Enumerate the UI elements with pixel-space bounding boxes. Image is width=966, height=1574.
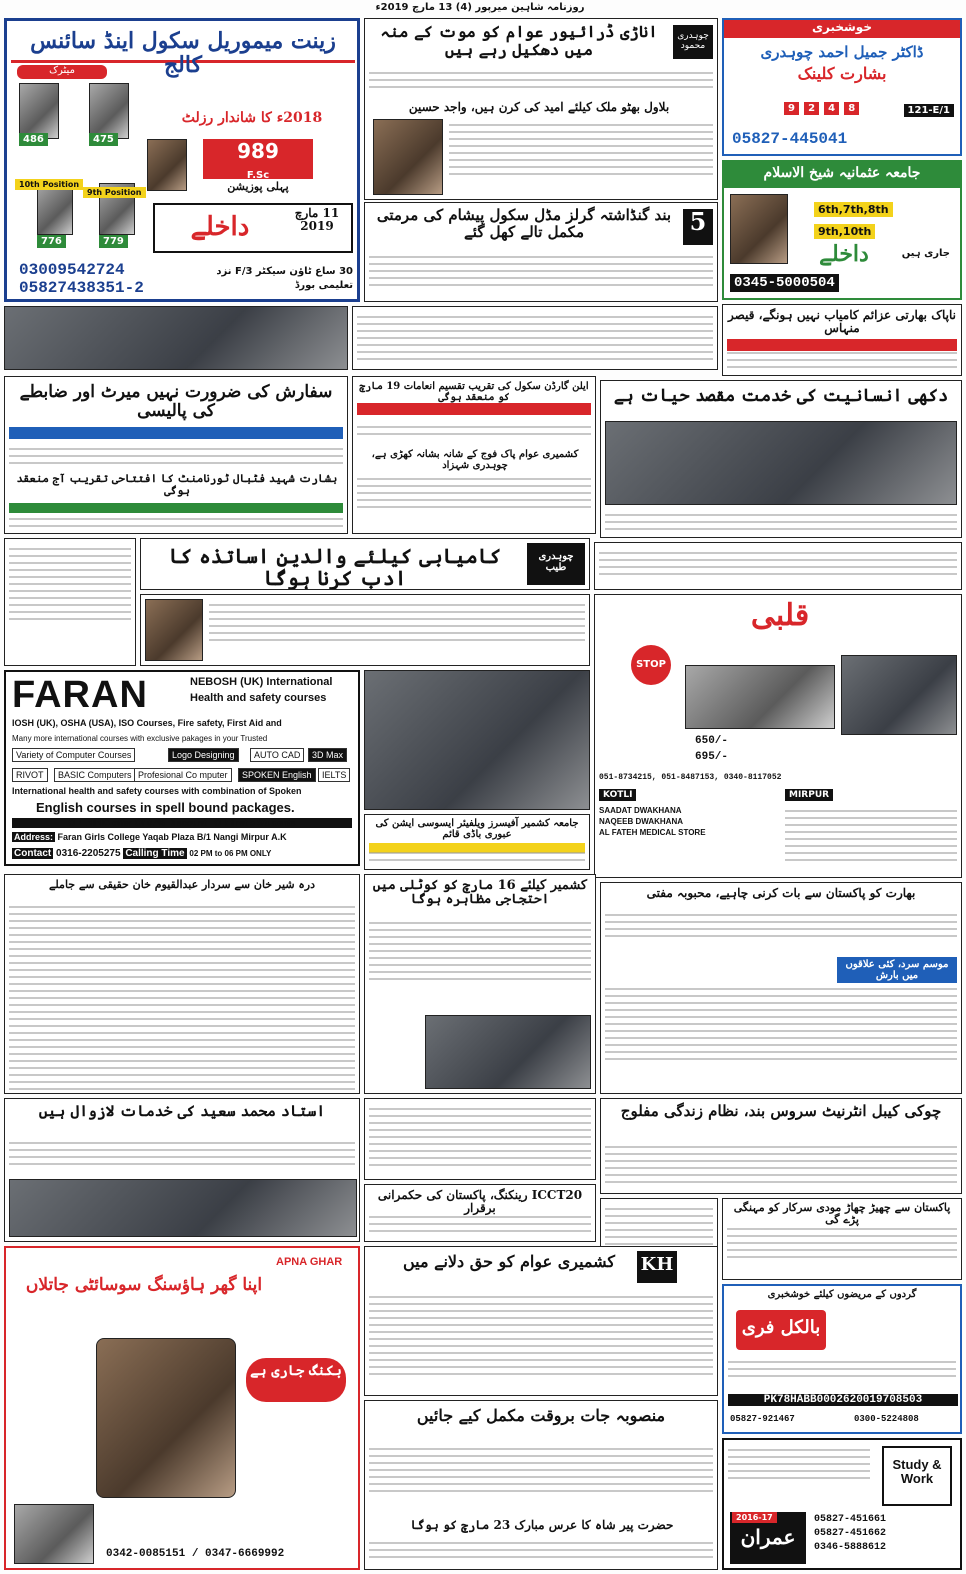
dhq-phone[interactable]: 05827-921467	[730, 1414, 795, 1424]
first-position: پہلی پوزیشن	[227, 180, 289, 193]
class-list: 6th,7th,8th	[814, 202, 893, 217]
meeting-photo	[425, 1015, 591, 1089]
result-subtitle: 2018ء کا شاندار رزلٹ	[181, 110, 323, 126]
course-chip: Logo Designing	[168, 748, 239, 762]
fsc-score	[203, 139, 313, 179]
event-photo	[9, 1179, 357, 1237]
price-tag: 695/-	[695, 751, 729, 763]
welfare-headline: دکھی انسانیت کی خدمت مقصد حیات ہے	[613, 386, 949, 406]
clinic-phone[interactable]: 05827-445041	[732, 130, 848, 148]
imran-ad[interactable]	[722, 1438, 962, 1570]
army-headline: کشمیری عوام پاک فوج کے شانہ بشانہ کھڑی ہے، چوہدری شہزاد	[371, 449, 579, 471]
admission-box	[153, 203, 353, 253]
faran-line5: International health and safety courses with combination of Spoken	[12, 786, 302, 796]
model-photo	[96, 1338, 236, 1498]
story-text	[9, 1137, 355, 1170]
faran-address: Faran Girls College Yaqab Plaza B/1 Nangi Mirpur A.K	[57, 832, 287, 842]
course-chip: Variety of Computer Courses	[12, 748, 135, 762]
apna-ghar-logo: APNA GHAR	[276, 1256, 343, 1268]
student-photo	[37, 183, 73, 235]
news-column	[364, 1098, 596, 1180]
faran-address-row	[12, 832, 287, 842]
merit-story[interactable]	[4, 376, 348, 534]
faran-line6: English courses in spell bound packages.	[36, 800, 295, 815]
hour-value: 8	[844, 102, 859, 115]
story-text	[9, 513, 343, 532]
story-text	[369, 917, 591, 985]
phone-number[interactable]: 05827438351-2	[19, 279, 144, 297]
madrasa-admission: داخلے	[819, 241, 869, 267]
qalbi-phone[interactable]: 051-8734215, 051-8487153, 0340-8117052	[599, 773, 782, 782]
tournament-headline: بشارت شہید فٹبال ٹورنامنٹ کا افتتاحی تقریب آج منعقد ہوگی	[16, 472, 338, 498]
madrasa-phone[interactable]: 0345-5000504	[730, 274, 839, 292]
course-chip: AUTO CAD	[250, 748, 304, 762]
main-headline-strip[interactable]	[140, 538, 590, 590]
faran-contact[interactable]: 0316-2205275	[56, 848, 121, 859]
score-badge: 779	[99, 235, 128, 248]
news-column	[352, 306, 718, 370]
highlight-bar	[9, 503, 343, 513]
story-text	[369, 251, 713, 291]
welfare-story[interactable]	[600, 380, 962, 538]
kashmir-headline: کشمیری عوام کو حق دلانے میں	[402, 1252, 616, 1271]
faran-calling: 02 PM to 06 PM ONLY	[189, 849, 272, 858]
meeting-photo	[364, 670, 590, 810]
party-join-headline: درہ شیر خان سے سردار عبدالقیوم خان حقیقی سے جاملے	[48, 878, 316, 891]
story-text	[369, 1443, 713, 1497]
imran-phone[interactable]: 05827-451662	[814, 1528, 887, 1539]
store-text	[785, 805, 957, 866]
dhq-title: بالکل فری	[736, 1310, 826, 1350]
modi-story[interactable]	[722, 1198, 962, 1280]
weather-headline: موسم سرد، کئی علاقوں میں بارش	[837, 957, 957, 983]
qalbi-ad[interactable]	[594, 594, 962, 878]
address-label: Address:	[14, 832, 54, 842]
story-text	[357, 311, 713, 365]
side-story	[594, 542, 962, 590]
kh-badge: KH	[637, 1251, 677, 1283]
imran-name: عمران	[730, 1512, 806, 1564]
highlight-bar	[9, 427, 343, 439]
hour-value: 2	[804, 102, 819, 115]
school-number: 5	[683, 209, 713, 245]
internet-headline: چوکی کیبل انٹرنیٹ سروس بند، نظام زندگی مفلوج	[620, 1102, 942, 1120]
phone-number[interactable]: 03009542724	[19, 261, 125, 279]
hour-value: 9	[784, 102, 799, 115]
college-title: زینت میموریل سکول اینڈ سائنس کالج	[11, 25, 355, 63]
india-story[interactable]	[722, 304, 962, 376]
bank-account: PK78HABB0002620019708503	[728, 1394, 958, 1406]
person-photo	[841, 655, 957, 735]
clinic-name: بشارت کلینک	[797, 63, 887, 83]
course-chip: 3D Max	[308, 748, 347, 762]
story-text	[605, 509, 957, 535]
position-badge: 10th Position	[15, 179, 83, 190]
side-story	[4, 538, 136, 666]
event-photo-strip	[4, 306, 348, 370]
prize-headline: ایلن گارڈن سکول کی تقریب تقسیم انعامات 19 مارچ کو منعقد ہوگی	[359, 381, 589, 403]
position-badge: 9th Position	[83, 187, 146, 198]
party-join-story[interactable]	[4, 874, 360, 1094]
clinic-address: 121-E/1	[904, 104, 954, 117]
dhq-phone[interactable]: 0300-5224808	[854, 1414, 919, 1424]
college-ad[interactable]	[4, 18, 360, 302]
store-name: SAADAT DWAKHANA	[599, 806, 682, 815]
teacher-story[interactable]	[4, 1098, 360, 1242]
course-chip: IELTS	[318, 768, 350, 782]
school-headline: بند گنڈاشتہ گرلز مڈل سکول پیشام کی مرمتی مکمل تالے کھل گئے	[376, 206, 672, 241]
score-badge: 475	[89, 133, 118, 146]
story-text	[209, 599, 585, 646]
mufti-story[interactable]	[600, 882, 962, 1094]
teacher-headline: استاد محمد سعید کی خدمات لازوال ہیں	[38, 1102, 326, 1120]
admission-date: 11 مارچ 2019	[294, 206, 340, 234]
apna-ghar-title: اپنا گھر ہاؤسنگ سوسائٹی جاتلاں	[25, 1275, 263, 1295]
sub-headline: بلاول بھٹو ملک کیلئے امید کی کرن ہیں، واجد حسین	[408, 100, 670, 114]
main-headline: کامیابی کیلئے والدین اساتذہ کا ادب کرنا ہوگا	[168, 544, 502, 590]
matric-badge: میٹرک	[17, 65, 107, 79]
clinic-header: خوشخبری	[724, 20, 960, 38]
dhq-subtitle: گردوں کے مریضوں کیلئے خوشخبری	[767, 1289, 917, 1300]
course-chip: SPOKEN English	[238, 768, 316, 782]
faran-name: FARAN	[12, 674, 148, 716]
country-list	[728, 1444, 870, 1484]
stop-sign-icon: STOP	[631, 645, 671, 685]
projects-headline: منصوبہ جات بروقت مکمل کیے جائیں	[416, 1406, 666, 1425]
headline-story	[140, 594, 590, 666]
score-badge: 486	[19, 133, 48, 146]
faran-contact-row	[12, 848, 271, 859]
story-text	[9, 901, 355, 1094]
study-work: Study & Work	[882, 1446, 952, 1506]
imran-phone[interactable]: 0346-5888612	[814, 1542, 887, 1553]
story-text	[599, 547, 957, 580]
story-text	[727, 347, 957, 373]
projects-story[interactable]	[364, 1400, 718, 1570]
faran-offer: OPENING offer Of 07% Discount FOR first 5 Students	[12, 818, 352, 828]
booking-banner: بکنگ جاری ہے	[246, 1358, 346, 1402]
faran-line3: IOSH (UK), OSHA (USA), ISO Courses, Fire safety, First Aid and	[12, 718, 282, 728]
course-chip: BASIC Computers	[54, 768, 136, 782]
class-list: 9th,10th	[814, 224, 875, 239]
top-headline: اناڑی ڈرائیور عوام کو موت کے منہ میں دھکیل رہے ہیں	[380, 22, 658, 59]
calling-label: Calling Time	[125, 848, 185, 859]
imran-phone[interactable]: 05827-451661	[814, 1514, 887, 1525]
college-address: 30 ساع ٹاؤن سیکٹر F/3 نزد تعلیمی بورڈ	[216, 266, 353, 291]
protest-headline: کشمیر کیلئے 16 مارچ کو کوٹلی میں احتجاجی مظاہرہ ہوگا	[372, 878, 588, 908]
faran-ad[interactable]	[4, 670, 360, 866]
price-tag: 650/-	[695, 735, 729, 747]
school-story[interactable]	[364, 202, 718, 302]
internet-story[interactable]	[600, 1098, 962, 1194]
welfare-body-story[interactable]	[364, 814, 590, 870]
main-byline: چوہدری طیب	[527, 543, 585, 585]
kashmir-story[interactable]	[364, 1246, 718, 1396]
madrasa-ad[interactable]	[722, 160, 962, 300]
fsc-label: F.Sc	[246, 170, 270, 181]
icc-story[interactable]	[364, 1184, 596, 1242]
story-text	[369, 1291, 713, 1380]
store-name: NAQEEB DWAKHANA	[599, 817, 683, 826]
store-name: AL FATEH MEDICAL STORE	[599, 828, 706, 837]
mufti-headline: بھارت کو پاکستان سے بات کرنی چاہیے، محبوبہ مفتی	[646, 886, 916, 900]
masthead: روزنامہ شاہین میرپور (4) 13 مارچ 2019ء	[375, 2, 585, 13]
score-badge: 776	[37, 235, 66, 248]
story-text	[369, 1211, 591, 1237]
speaker-photo	[145, 599, 203, 661]
clinic-hours	[784, 96, 894, 130]
qalbi-title: قلبی	[750, 598, 810, 633]
clinic-ad[interactable]	[722, 18, 962, 156]
story-text	[9, 543, 131, 625]
urs-headline: حضرت پیر شاہ کا عرس مبارک 23 مارچ کو ہوگا	[410, 1518, 674, 1532]
story-text	[369, 1537, 713, 1563]
byline-badge: چوہدری محمود	[673, 25, 713, 59]
house-photo	[14, 1504, 94, 1564]
story-text	[369, 847, 585, 866]
course-chip: RIVOT	[12, 768, 48, 782]
city-label: MIRPUR	[785, 789, 833, 801]
admission-status: جاری ہیں	[901, 248, 950, 259]
story-text	[605, 1141, 957, 1188]
story-text	[357, 473, 591, 513]
story-text	[9, 443, 343, 469]
group-photo	[605, 421, 957, 505]
story-text	[369, 67, 713, 93]
story-text	[605, 983, 957, 1065]
icc-headline: ICCT20 رینکنگ، پاکستان کی حکمرانی برقرار	[377, 1188, 583, 1216]
faran-line1: NEBOSH (UK) International	[190, 676, 333, 688]
highlight-bar	[357, 403, 591, 415]
city-label: KOTLI	[599, 789, 636, 801]
student-photo	[147, 139, 187, 191]
product-photo	[685, 665, 835, 729]
student-photo	[89, 83, 129, 139]
india-headline: ناپاک بھارتی عزائم کامیاب نہیں ہونگے، قیصر منہاس	[728, 308, 956, 336]
fsc-score-value: 989	[237, 139, 279, 163]
store-list	[599, 805, 779, 838]
story-text	[357, 421, 591, 440]
story-text	[727, 1223, 957, 1263]
admission-word: داخلے	[190, 212, 250, 242]
doctor-name: ڈاکٹر جمیل احمد چوہدری	[760, 43, 924, 61]
faran-line2: Health and safety courses	[190, 692, 327, 704]
cleric-photo	[730, 194, 788, 264]
course-chip: Profesional Co mputer	[134, 768, 232, 782]
modi-headline: پاکستان سے چھیڑ چھاڑ مودی سرکار کو مہنگی پڑے گی	[733, 1201, 951, 1227]
hour-value: 4	[824, 102, 839, 115]
story-text	[605, 909, 957, 942]
welfare-body-headline: جامعہ کشمیر آفیسرز ویلفیئر ایسوسی ایشن کی عبوری باڈی قائم	[375, 818, 579, 840]
merit-headline: سفارش کی ضرورت نہیں میرٹ اور ضابطے کی پالیسی	[19, 382, 333, 421]
story-text	[369, 1103, 591, 1171]
apna-ghar-ad[interactable]	[4, 1246, 360, 1570]
madrasa-title: جامعہ عثمانیہ شیخ الاسلام	[724, 162, 960, 188]
protest-story[interactable]	[364, 874, 596, 1094]
story-text	[728, 1356, 956, 1382]
faran-line4: Many more international courses with exclusive pakages in your Trusted	[12, 734, 268, 743]
student-photo	[19, 83, 59, 139]
politician-photo	[373, 119, 443, 195]
story-text	[449, 119, 713, 180]
apna-ghar-phone[interactable]: 0342-0085151 / 0347-6669992	[106, 1548, 285, 1560]
top-news-story[interactable]	[364, 18, 718, 200]
contact-label: Contact	[14, 848, 52, 859]
school-prize-story[interactable]	[352, 376, 596, 534]
dhq-ad[interactable]	[722, 1284, 962, 1434]
imran-year: 2016-17	[732, 1512, 777, 1523]
